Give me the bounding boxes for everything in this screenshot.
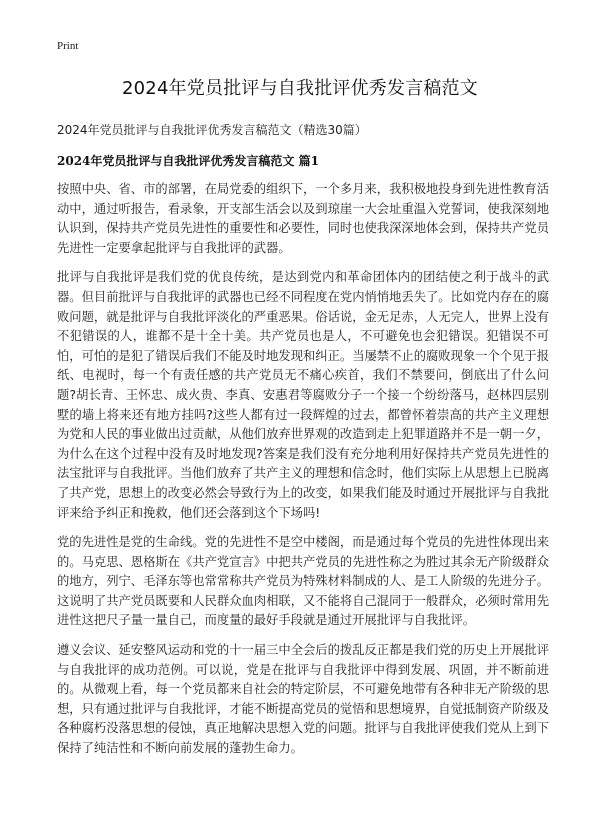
article-body (57, 180, 549, 769)
paragraph: 批评与自我批评是我们党的优良传统，是达到党内和革命团体内的团结使之利于战斗的武器。但目前批评与自我批评的武器也已经不同程度在党内悄悄地丢失了。比如党内存在的腐败问题，就是批评与自我批评淡化的严重恶果。俗话说，金无足赤，人无完人，世界上没有不犯错误的人，谁都不是十全十美。共产党员也是人，不可避免也会犯错误。犯错误不可怕，可怕的是犯了错误后我们不能及时地发现和纠正。当屡禁不止的腐败现象一个个见于报纸、电视时，每一个有责任感的共产党员无不痛心疾首，我们不禁要问，倒底出了什么问题?胡长青、王怀忠、成火贵、李真、安惠君等腐败分子一个接一个纷纷落马，赵林四层别墅的墙上将来还有地方挂吗?这些人都有过一段辉煌的过去，都曾怀着崇高的共产主义理想为党和人民的事业做出过贡献，从他们放弃世界观的改造到走上犯罪道路并不是一朝一夕，为什么在这个过程中没有及时地发现?答案是我们没有充分地利用好保持共产党员先进性的法宝批评与自我批评。当他们放弃了共产主义的理想和信念时，他们实际上从思想上已脱离了共产党，思想上的改变必然会导致行为上的改变，如果我们能及时通过开展批评与自我批评来给予纠正和挽救，他们还会落到这个下场吗! (57, 270, 549, 520)
print-link[interactable]: Print (57, 40, 79, 52)
paragraph: 遵义会议、延安整风运动和党的十一届三中全会后的拨乱反正都是我们党的历史上开展批评与自我批评的成功范例。可以说，党是在批评与自我批评中得到发展、巩固，并不断前进的。从微观上看，每一个党员都来自社会的特定阶层，不可避免地带有各种非无产阶级的思想，只有通过批评与自我批评，才能不断提高党员的觉悟和思想境界，自觉抵制资产阶级及各种腐朽没落思想的侵蚀，真正地解决思想入党的问题。批评与自我批评使我们党从上到下保持了纯洁性和不断向前发展的蓬勃生命力。 (57, 643, 549, 756)
paragraph: 按照中央、省、市的部署，在局党委的组织下，一个多月来，我积极地投身到先进性教育活动中，通过听报告，看录象，开支部生活会以及到琼崖一大会址重温入党誓词，使我深刻地认识到，保持共产党员先进性的重要性和必要性，同时也使我深深地体会到，保持共产党员先进性一定要拿起批评与自我批评的武器。 (57, 182, 549, 255)
document-subtitle: 2024年党员批评与自我批评优秀发言稿范文（精选30篇） (57, 123, 367, 137)
paragraph: 党的先进性是党的生命线。党的先进性不是空中楼阁，而是通过每个党员的先进性体现出来的。马克思、恩格斯在《共产党宣言》中把共产党员的先进性称之为胜过其余无产阶级群众的地方，列宁、毛泽东等也常常称共产党员为特殊材料制成的人、是工人阶级的先进分子。这说明了共产党员既要和人民群众血肉相联，又不能将自己混同于一般群众，必须时常用先进性这把尺子量一量自己，而度量的最好手段就是通过开展批评与自我批评。 (57, 535, 549, 628)
document-title: 2024年党员批评与自我批评优秀发言稿范文 (121, 78, 478, 99)
section-heading: 2024年党员批评与自我批评优秀发言稿范文 篇1 (57, 154, 319, 168)
